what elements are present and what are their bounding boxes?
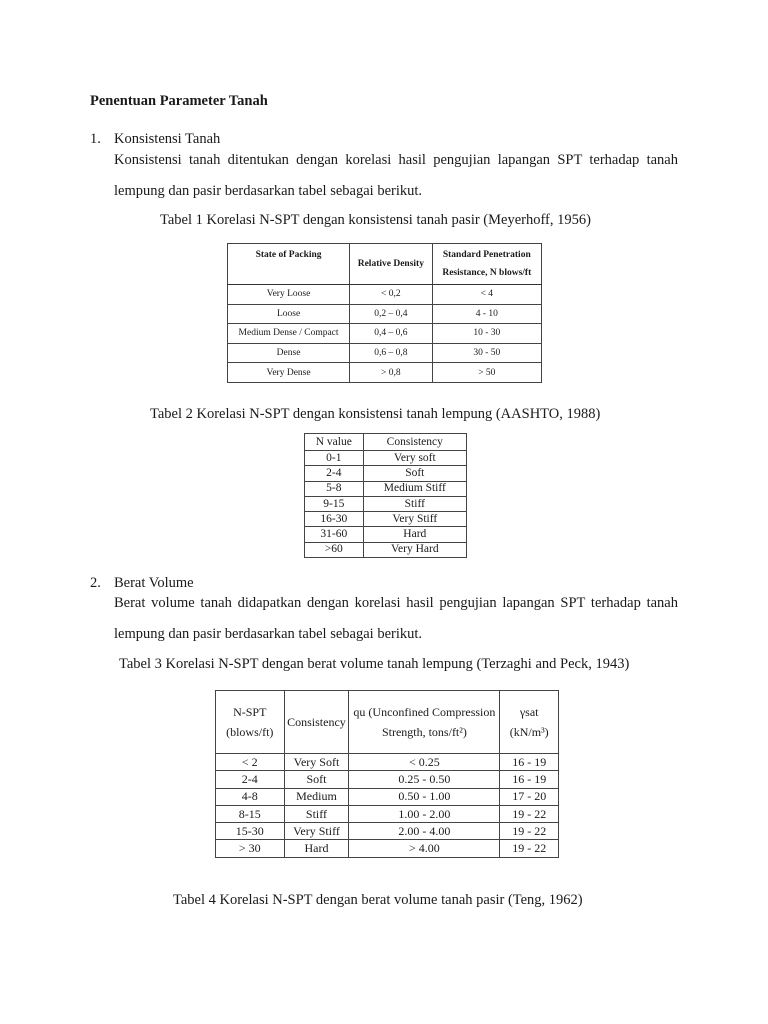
table2-row bbox=[305, 512, 467, 527]
table3-cell: 1.00 - 2.00 bbox=[349, 805, 500, 822]
table3-header-cell: qu (Unconfined Compression Strength, tons/ft²) bbox=[349, 691, 500, 754]
table2-row bbox=[305, 527, 467, 542]
table1-row bbox=[228, 324, 542, 344]
table3-row bbox=[216, 788, 559, 805]
table3-cell: Hard bbox=[284, 840, 349, 857]
table3-cell: 0.25 - 0.50 bbox=[349, 771, 500, 788]
table1-cell: 10 - 30 bbox=[432, 324, 541, 344]
table2-header-cell: Consistency bbox=[363, 434, 466, 451]
table2-cell: 0-1 bbox=[305, 451, 364, 466]
table1-cell: Very Dense bbox=[228, 363, 350, 383]
table3-header-cell: Consistency bbox=[284, 691, 349, 754]
table3-cell: < 0.25 bbox=[349, 754, 500, 771]
table1-cell: Dense bbox=[228, 343, 350, 363]
table3-cell: > 4.00 bbox=[349, 840, 500, 857]
table1-row bbox=[228, 285, 542, 305]
table2-row bbox=[305, 542, 467, 557]
table3-header-cell: γsat (kN/m³) bbox=[500, 691, 559, 754]
table1-cell: Loose bbox=[228, 304, 350, 324]
table1-cell: 30 - 50 bbox=[432, 343, 541, 363]
table1-cell: 4 - 10 bbox=[432, 304, 541, 324]
table3-row bbox=[216, 754, 559, 771]
table3-row bbox=[216, 771, 559, 788]
document-heading: Penentuan Parameter Tanah bbox=[90, 93, 268, 109]
table1-cell: > 50 bbox=[432, 363, 541, 383]
table3-cell: 0.50 - 1.00 bbox=[349, 788, 500, 805]
table1-cell: Very Loose bbox=[228, 285, 350, 305]
table2-cell: 16-30 bbox=[305, 512, 364, 527]
table2-cell: Stiff bbox=[363, 496, 466, 511]
table2-cell: Hard bbox=[363, 527, 466, 542]
section-2-number: 2. bbox=[90, 575, 101, 591]
section-1-number: 1. bbox=[90, 131, 101, 147]
table2 bbox=[304, 433, 467, 558]
table1-row bbox=[228, 304, 542, 324]
table3-caption: Tabel 3 Korelasi N-SPT dengan berat volume tanah lempung (Terzaghi and Peck, 1943) bbox=[119, 656, 630, 672]
table1-row bbox=[228, 343, 542, 363]
table3-cell: Very Soft bbox=[284, 754, 349, 771]
table3-row bbox=[216, 840, 559, 857]
table3-cell: Very Stiff bbox=[284, 823, 349, 840]
table1-header-cell: Relative Density bbox=[350, 244, 433, 285]
table2-cell: 5-8 bbox=[305, 481, 364, 496]
table2-header-cell: N value bbox=[305, 434, 364, 451]
table3-cell: 19 - 22 bbox=[500, 823, 559, 840]
table2-cell: Soft bbox=[363, 466, 466, 481]
table3-cell: 16 - 19 bbox=[500, 771, 559, 788]
table3-cell: Stiff bbox=[284, 805, 349, 822]
table3-row bbox=[216, 805, 559, 822]
table3-cell: > 30 bbox=[216, 840, 285, 857]
table2-cell: Very soft bbox=[363, 451, 466, 466]
table3-cell: 19 - 22 bbox=[500, 840, 559, 857]
table3-cell: 16 - 19 bbox=[500, 754, 559, 771]
table2-cell: 9-15 bbox=[305, 496, 364, 511]
table3-cell: 4-8 bbox=[216, 788, 285, 805]
table3 bbox=[215, 690, 559, 858]
table2-cell: 31-60 bbox=[305, 527, 364, 542]
table1-cell: 0,6 – 0,8 bbox=[350, 343, 433, 363]
table2-row bbox=[305, 481, 467, 496]
table2-cell: Medium Stiff bbox=[363, 481, 466, 496]
table1-cell: 0,4 – 0,6 bbox=[350, 324, 433, 344]
table1-caption: Tabel 1 Korelasi N-SPT dengan konsistensi tanah pasir (Meyerhoff, 1956) bbox=[160, 212, 591, 228]
table2-row bbox=[305, 451, 467, 466]
table2-row bbox=[305, 496, 467, 511]
table1-cell: < 4 bbox=[432, 285, 541, 305]
table1-header-cell: State of Packing bbox=[228, 244, 350, 285]
table4-caption: Tabel 4 Korelasi N-SPT dengan berat volume tanah pasir (Teng, 1962) bbox=[173, 892, 583, 908]
table2-caption: Tabel 2 Korelasi N-SPT dengan konsistensi tanah lempung (AASHTO, 1988) bbox=[150, 406, 601, 422]
section-1-paragraph: Konsistensi tanah ditentukan dengan korelasi hasil pengujian lapangan SPT terhadap tanah lempung dan pasir berdasarkan tabel sebagai berikut. bbox=[114, 152, 678, 199]
table1-cell: Medium Dense / Compact bbox=[228, 324, 350, 344]
table3-row bbox=[216, 823, 559, 840]
table2-cell: 2-4 bbox=[305, 466, 364, 481]
table3-cell: 17 - 20 bbox=[500, 788, 559, 805]
table2-cell: Very Stiff bbox=[363, 512, 466, 527]
table3-header-row bbox=[216, 691, 559, 754]
table1-cell: < 0,2 bbox=[350, 285, 433, 305]
table3-cell: 2.00 - 4.00 bbox=[349, 823, 500, 840]
table1-cell: > 0,8 bbox=[350, 363, 433, 383]
table1-cell: 0,2 – 0,4 bbox=[350, 304, 433, 324]
section-2-title: Berat Volume bbox=[114, 575, 194, 591]
table3-header-cell: N-SPT (blows/ft) bbox=[216, 691, 285, 754]
table2-cell: Very Hard bbox=[363, 542, 466, 557]
table3-cell: Medium bbox=[284, 788, 349, 805]
table3-cell: Soft bbox=[284, 771, 349, 788]
table1 bbox=[227, 243, 542, 383]
table1-header-cell: Standard Penetration Resistance, N blows/ft bbox=[432, 244, 541, 285]
table3-cell: 15-30 bbox=[216, 823, 285, 840]
table1-row bbox=[228, 363, 542, 383]
table2-cell: >60 bbox=[305, 542, 364, 557]
table2-row bbox=[305, 466, 467, 481]
table1-header-row bbox=[228, 244, 542, 285]
table2-header-row bbox=[305, 434, 467, 451]
table3-cell: < 2 bbox=[216, 754, 285, 771]
table3-cell: 2-4 bbox=[216, 771, 285, 788]
table3-cell: 19 - 22 bbox=[500, 805, 559, 822]
section-1-title: Konsistensi Tanah bbox=[114, 131, 221, 147]
section-2-paragraph: Berat volume tanah didapatkan dengan korelasi hasil pengujian lapangan SPT terhadap tanah lempung dan pasir berdasarkan tabel sebagai berikut. bbox=[114, 595, 678, 642]
table3-cell: 8-15 bbox=[216, 805, 285, 822]
